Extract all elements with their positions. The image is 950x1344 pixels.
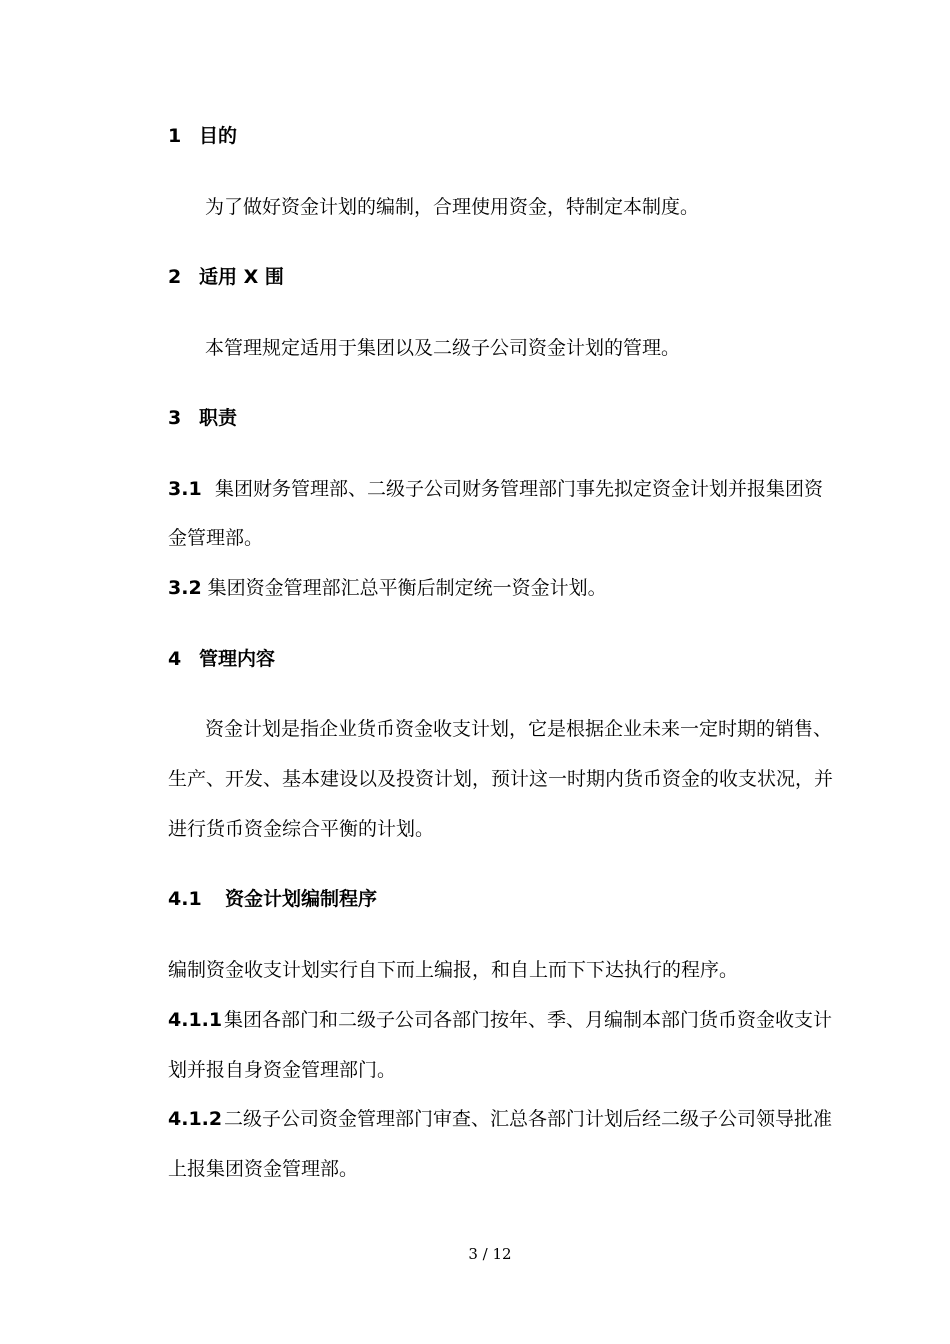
clause-4-1-1-line-1 (168, 1007, 840, 1033)
section-2-paragraph: 本管理规定适用于集团以及二级子公司资金计划的管理。 (205, 337, 681, 359)
section-number: 2 (168, 266, 182, 288)
clause-3-1-line-1 (168, 476, 840, 502)
section-4-1-heading (168, 886, 840, 912)
clause-3-1-line-2: 金管理部。 (168, 527, 264, 549)
clause-4-1-2-line-1 (168, 1106, 840, 1132)
section-number: 4 (168, 648, 182, 670)
subsection-number: 4.1 (168, 888, 202, 910)
section-number: 3 (168, 407, 182, 429)
section-2-heading (168, 264, 840, 290)
section-4-1-paragraph: 编制资金收支计划实行自下而上编报，和自上而下下达执行的程序。 (168, 959, 739, 981)
section-3-heading (168, 405, 840, 431)
clause-number: 3.1 (168, 478, 202, 500)
clause-number: 4.1.1 (168, 1009, 223, 1031)
clause-text: 二级子公司资金管理部门审查、汇总各部门计划后经二级子公司领导批准 (224, 1108, 833, 1130)
section-4-paragraph-line-3: 进行货币资金综合平衡的计划。 (168, 818, 435, 840)
clause-number: 3.2 (168, 577, 202, 599)
subsection-title: 资金计划编制程序 (225, 888, 378, 910)
clause-text: 集团各部门和二级子公司各部门按年、季、月编制本部门货币资金收支计 (224, 1009, 833, 1031)
clause-text: 集团财务管理部、二级子公司财务管理部门事先拟定资金计划并报集团资 (215, 478, 824, 500)
clause-4-1-2-line-2: 上报集团资金管理部。 (168, 1158, 359, 1180)
section-title: 职责 (199, 407, 238, 429)
page-number: 3 / 12 (468, 1245, 512, 1263)
section-4-paragraph-line-2: 生产、开发、基本建设以及投资计划，预计这一时期内货币资金的收支状况，并 (168, 768, 834, 790)
section-4-heading (168, 646, 840, 672)
section-1-paragraph: 为了做好资金计划的编制，合理使用资金，特制定本制度。 (205, 196, 700, 218)
clause-4-1-1-line-2: 划并报自身资金管理部门。 (168, 1059, 397, 1081)
section-1-heading (168, 123, 840, 149)
clause-text: 集团资金管理部汇总平衡后制定统一资金计划。 (207, 577, 607, 599)
section-number: 1 (168, 125, 182, 147)
section-title: 适用 X 围 (199, 266, 284, 288)
section-title: 目的 (199, 125, 238, 147)
section-title: 管理内容 (199, 648, 276, 670)
section-4-paragraph-line-1: 资金计划是指企业货币资金收支计划，它是根据企业未来一定时期的销售、 (205, 718, 833, 740)
clause-3-2 (168, 575, 840, 601)
clause-number: 4.1.2 (168, 1108, 223, 1130)
